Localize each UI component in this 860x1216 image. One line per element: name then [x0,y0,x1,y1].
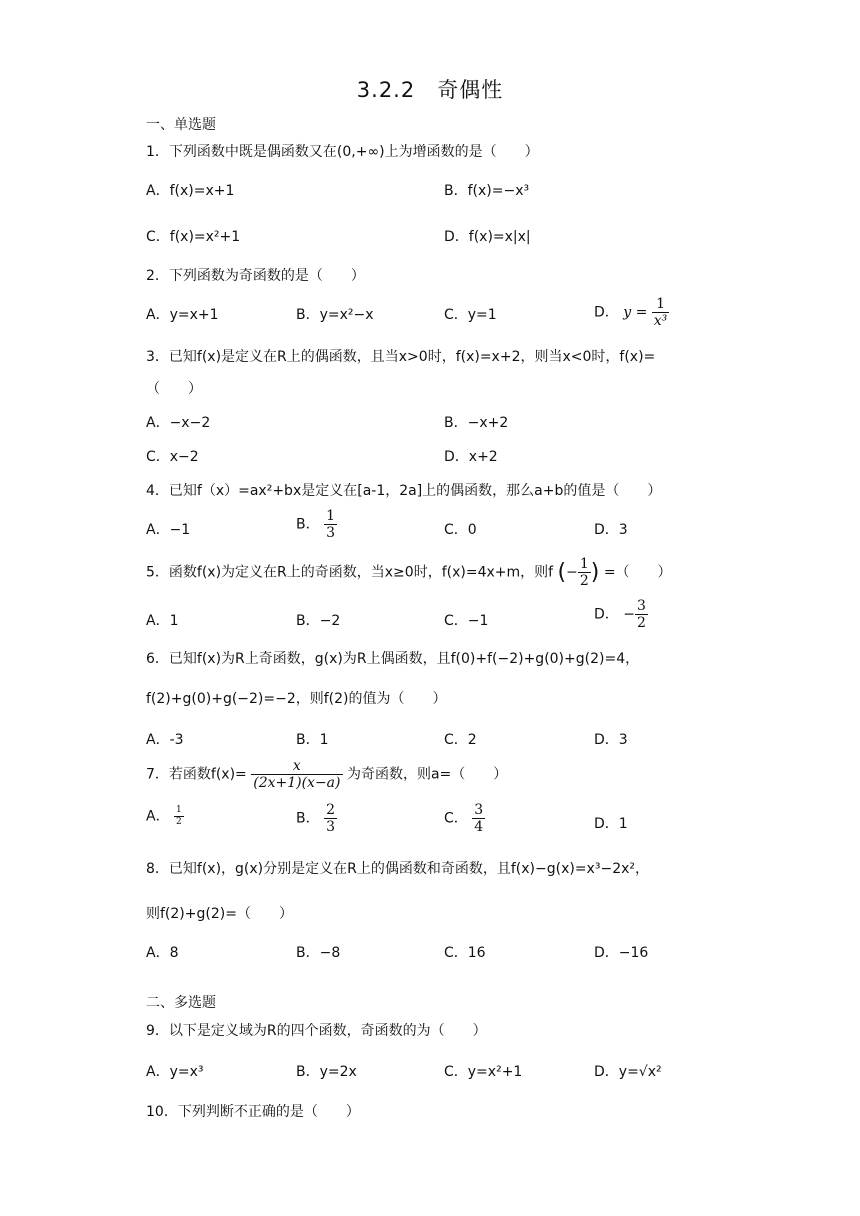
q6-option-c[interactable]: C．2 [444,732,477,748]
q5-option-b[interactable]: B．−2 [296,613,341,629]
question-1: 1．下列函数中既是偶函数又在(0,+∞)上为增函数的是（ ） [146,144,539,160]
question-4: 4．已知f（x）=ax²+bx是定义在[a-1，2a]上的偶函数，那么a+b的值是（ ） [146,483,662,499]
q5-fraction [578,556,591,589]
question-5: 5．函数f(x)为定义在R上的奇函数，当x≥0时，f(x)=4x+m，则f (− $\frac{1}{2}$ ) =（ ） [146,556,672,589]
q4b-fraction [324,508,337,541]
q2-option-b[interactable]: B．y=x²−x [296,307,374,323]
q7c-fraction [472,802,485,835]
page-title: 3.2.2 奇偶性 [356,78,504,102]
q8-option-c[interactable]: C．16 [444,945,486,961]
q9-option-d[interactable]: D．y=√x² [594,1064,662,1080]
q7a-fraction [174,805,184,828]
q4-option-b[interactable] [296,508,337,541]
question-3-cont: （ ） [146,381,202,397]
q2-option-d[interactable] [594,296,669,329]
q3-option-c[interactable]: C．x−2 [146,449,199,465]
q1-option-d[interactable]: D．f(x)=x|x| [444,229,531,245]
q5d-denominator: 2 [636,615,646,631]
q4b-numerator: 1 [326,508,335,524]
q7-fraction [251,758,342,791]
q2d-denominator: x³ [653,313,668,329]
q2-option-a[interactable]: A．y=x+1 [146,307,219,323]
question-3: 3．已知f(x)是定义在R上的偶函数，且当x>0时，f(x)=x+2，则当x<0时，f(x)= [146,349,656,365]
q7c-denominator: 4 [474,819,484,835]
q7b-denominator: 3 [326,819,335,835]
q7-option-a[interactable] [146,805,184,828]
q8-option-d[interactable]: D．−16 [594,945,649,961]
q5-denominator: 2 [579,573,589,589]
q2-option-d-label: D． [594,304,619,321]
q5d-numerator: 3 [636,598,646,614]
question-6: 6．已知f(x)为R上奇函数，g(x)为R上偶函数，且f(0)+f(−2)+g(0)+g(2)=4， [146,651,640,667]
q7-option-c-label: C． [444,810,468,827]
question-5-stem: 5．函数f(x)为定义在R上的奇函数，当x≥0时，f(x)=4x+m，则f [146,564,554,581]
q1-option-b[interactable]: B．f(x)=−x³ [444,183,530,199]
q3-option-a[interactable]: A．−x−2 [146,415,211,431]
q6-option-d[interactable]: D．3 [594,732,628,748]
q5-option-d[interactable]: D． − $\frac{3}{2}$ [594,598,646,631]
q3-option-b[interactable]: B．−x+2 [444,415,509,431]
q5d-fraction [635,598,648,631]
q9-option-a[interactable]: A．y=x³ [146,1064,204,1080]
question-7 [146,758,507,791]
q9-option-b[interactable]: B．y=2x [296,1064,357,1080]
q4-option-c[interactable]: C．0 [444,522,477,538]
q7a-numerator: 1 [176,805,182,815]
q2d-numerator: 1 [652,296,670,313]
q7-option-b-label: B． [296,810,320,827]
q2d-prefix: y = [623,304,648,321]
question-7-stem: 7．若函数f(x)= [146,766,247,783]
q7-option-a-label: A． [146,808,170,825]
question-7-tail: 为奇函数，则a=（ ） [346,766,508,783]
question-8: 8．已知f(x)，g(x)分别是定义在R上的偶函数和奇函数，且f(x)−g(x)=x³−2x²， [146,861,649,877]
q7b-numerator: 2 [326,802,335,818]
q3-option-d[interactable]: D．x+2 [444,449,498,465]
q5-option-d-label: D． [594,606,619,623]
q7-option-b[interactable] [296,802,337,835]
q4b-denominator: 3 [326,525,335,541]
question-8-cont: 则f(2)+g(2)=（ ） [146,906,293,922]
q5-option-c[interactable]: C．−1 [444,613,489,629]
q7c-numerator: 3 [474,802,484,818]
q8-option-b[interactable]: B．−8 [296,945,341,961]
q7a-denominator: 2 [176,817,182,827]
q5-option-a[interactable]: A．1 [146,613,179,629]
q7-denominator: (2x+1)(x−a) [253,775,341,791]
q5-numerator: 1 [579,556,589,572]
question-10: 10．下列判断不正确的是（ ） [146,1104,360,1120]
q8-option-a[interactable]: A．8 [146,945,179,961]
question-9: 9．以下是定义域为R的四个函数，奇函数的为（ ） [146,1023,487,1039]
q1-option-a[interactable]: A．f(x)=x+1 [146,183,235,199]
q7b-fraction [324,802,337,835]
q6-option-a[interactable]: A．-3 [146,732,184,748]
q7-numerator: x [251,758,342,775]
question-2: 2．下列函数为奇函数的是（ ） [146,268,365,284]
section-multi-choice: 二、多选题 [146,995,216,1011]
q2d-fraction [652,296,670,329]
q4-option-b-label: B． [296,516,320,533]
section-single-choice: 一、单选题 [146,117,216,133]
q7-option-d[interactable]: D．1 [594,816,628,832]
q1-option-c[interactable]: C．f(x)=x²+1 [146,229,241,245]
q9-option-c[interactable]: C．y=x²+1 [444,1064,523,1080]
q6-option-b[interactable]: B．1 [296,732,329,748]
q4-option-d[interactable]: D．3 [594,522,628,538]
q7-option-c[interactable] [444,802,485,835]
question-6-cont: f(2)+g(0)+g(−2)=−2，则f(2)的值为（ ） [146,691,447,707]
q5-tail: =（ ） [603,564,672,581]
q4-option-a[interactable]: A．−1 [146,522,191,538]
q2-option-c[interactable]: C．y=1 [444,307,497,323]
